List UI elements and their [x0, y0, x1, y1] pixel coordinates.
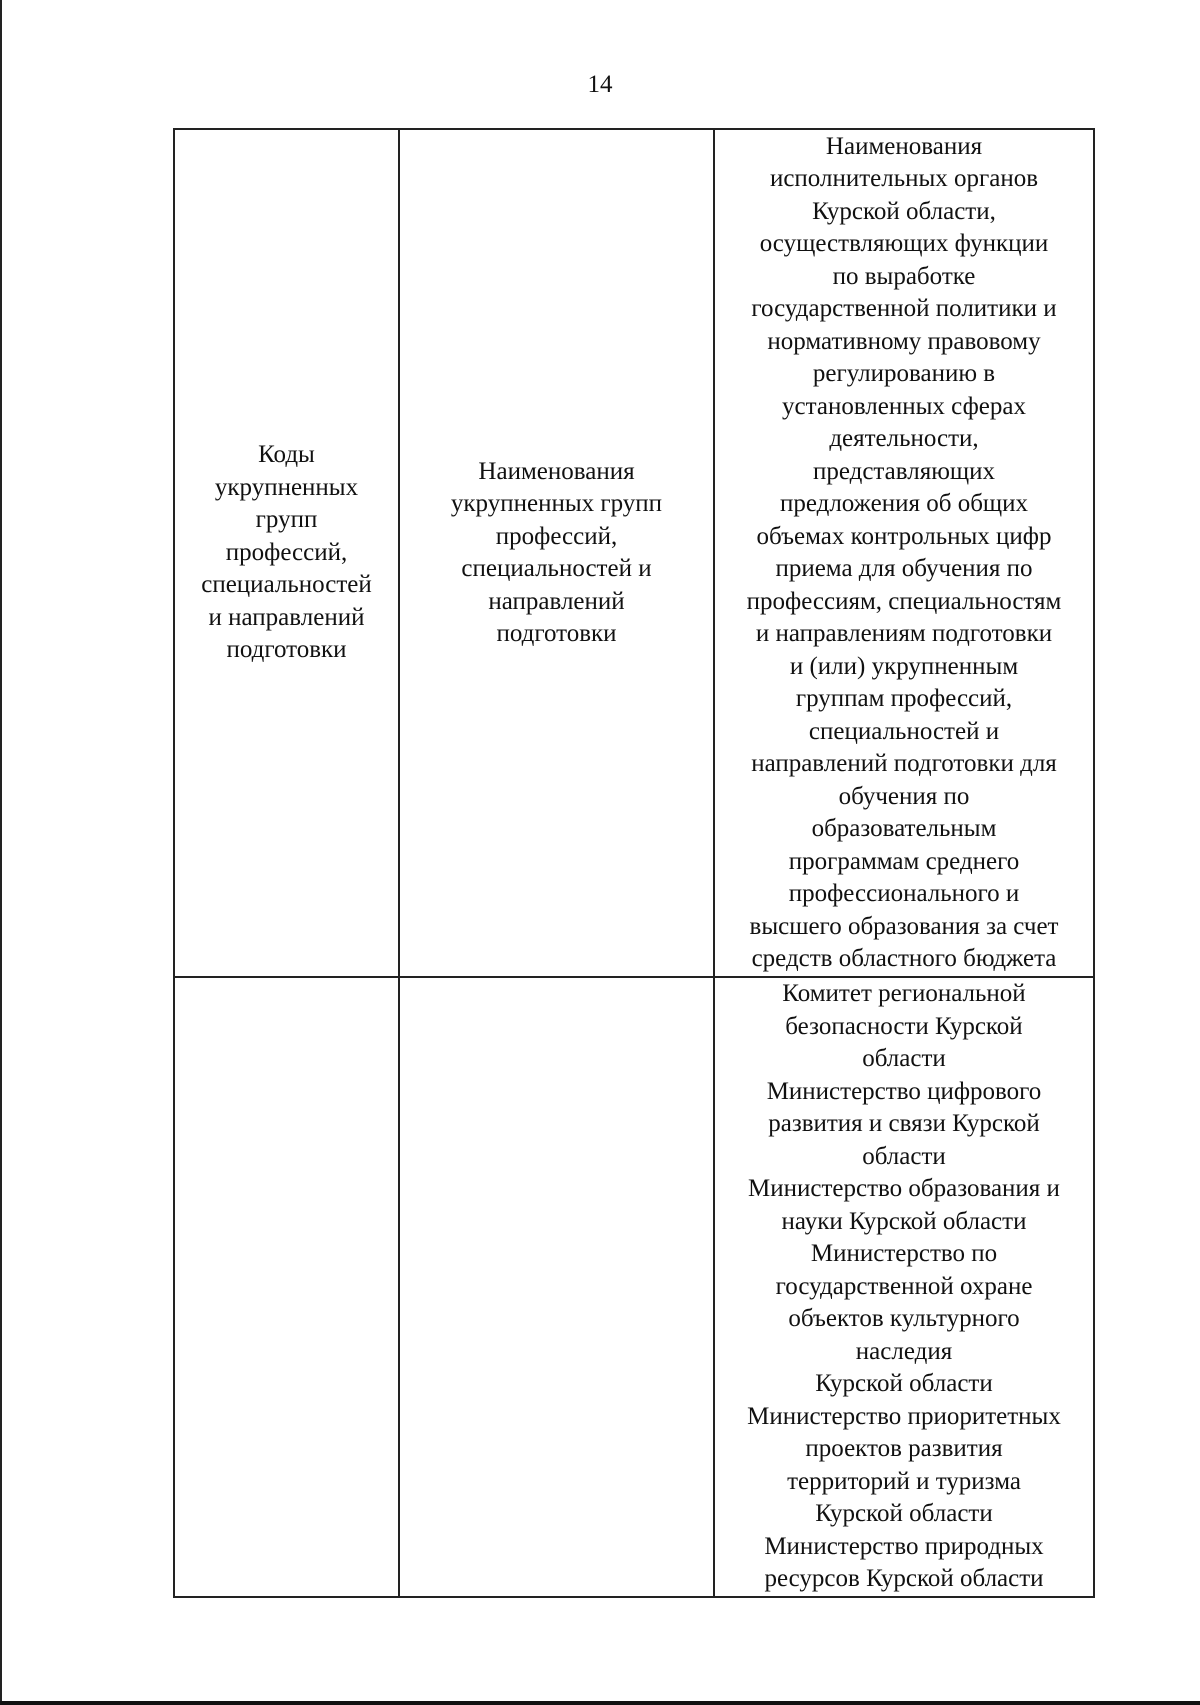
text-line: группам профессий,: [795, 685, 1013, 712]
text-line: области: [862, 1142, 946, 1170]
text-line: Комитет региональной: [782, 980, 1026, 1007]
text-line: регулированию в: [812, 360, 996, 387]
text-line: профессионального и: [788, 880, 1020, 907]
header-codes-cell: [174, 129, 399, 977]
header-organs-cell: [714, 129, 1094, 977]
text-line: подготовки: [496, 620, 617, 647]
text-line: территорий и туризма: [787, 1467, 1021, 1495]
text-line: и направлений: [208, 603, 365, 631]
text-line: и направлениям подготовки: [755, 620, 1053, 647]
text-line: представляющих: [812, 457, 996, 485]
scan-left-edge: [0, 0, 2, 1705]
text-line: Курской области: [815, 1500, 993, 1527]
text-line: Министерство природных: [764, 1532, 1044, 1560]
text-line: профессий,: [225, 538, 348, 566]
text-line: обучения по: [838, 782, 970, 810]
text-line: Министерство по: [810, 1240, 998, 1267]
text-line: направлений подготовки для: [751, 750, 1057, 777]
table-header-row: [174, 129, 1094, 977]
text-line: программам среднего: [788, 847, 1020, 875]
header-names-cell: [399, 129, 714, 977]
row-organs-text: [719, 978, 1089, 1596]
text-line: науки Курской области: [781, 1207, 1027, 1235]
text-line: Наименования: [825, 132, 983, 160]
text-line: государственной охране: [775, 1272, 1033, 1300]
text-line: Министерство образования и: [748, 1175, 1060, 1202]
text-line: ресурсов Курской области: [764, 1565, 1044, 1592]
row-name-cell: [399, 977, 714, 1597]
scan-bottom-edge: [0, 1701, 1200, 1705]
page-number: 14: [587, 71, 613, 98]
text-line: профессий,: [495, 522, 618, 550]
text-line: специальностей и: [808, 717, 1000, 745]
header-codes-text: [179, 439, 394, 667]
text-line: осуществляющих функции: [759, 230, 1049, 257]
text-line: объемах контрольных цифр: [756, 522, 1052, 550]
header-organs-text: [719, 131, 1089, 976]
text-line: государственной политики и: [751, 295, 1057, 322]
text-line: групп: [255, 506, 318, 534]
row-organs-cell: [714, 977, 1094, 1597]
text-line: безопасности Курской: [785, 1012, 1023, 1040]
text-line: высшего образования за счет: [749, 912, 1059, 940]
text-line: деятельности,: [829, 425, 979, 452]
table-row: [174, 977, 1094, 1597]
text-line: Коды: [258, 441, 315, 469]
text-line: и (или) укрупненным: [789, 652, 1019, 680]
text-line: направлений: [488, 587, 625, 615]
text-line: по выработке: [832, 262, 976, 290]
text-line: укрупненных групп: [450, 490, 663, 517]
text-line: подготовки: [226, 636, 347, 664]
text-line: Министерство цифрового: [766, 1077, 1042, 1105]
text-line: Министерство приоритетных: [747, 1402, 1061, 1430]
text-line: исполнительных органов: [769, 165, 1039, 192]
text-line: укрупненных: [214, 473, 359, 501]
document-table: [173, 128, 1095, 1598]
text-line: Наименования: [478, 457, 635, 485]
text-line: нормативному правовому: [767, 327, 1041, 355]
text-line: приема для обучения по: [775, 555, 1033, 582]
text-line: Курской области: [815, 1370, 993, 1397]
text-line: области: [862, 1045, 946, 1072]
text-line: предложения об общих: [779, 490, 1029, 517]
text-line: развития и связи Курской: [768, 1110, 1040, 1137]
header-names-text: [404, 456, 709, 651]
text-line: профессиям, специальностям: [746, 587, 1062, 615]
text-line: специальностей: [201, 571, 372, 599]
row-code-cell: [174, 977, 399, 1597]
text-line: Курской области,: [812, 197, 996, 225]
text-line: образовательным: [811, 815, 997, 842]
text-line: объектов культурного: [788, 1305, 1020, 1332]
text-line: проектов развития: [805, 1435, 1003, 1462]
text-line: наследия: [855, 1337, 953, 1365]
text-line: средств областного бюджета: [751, 945, 1057, 972]
text-line: установленных сферах: [782, 392, 1026, 420]
text-line: специальностей и: [461, 555, 652, 582]
